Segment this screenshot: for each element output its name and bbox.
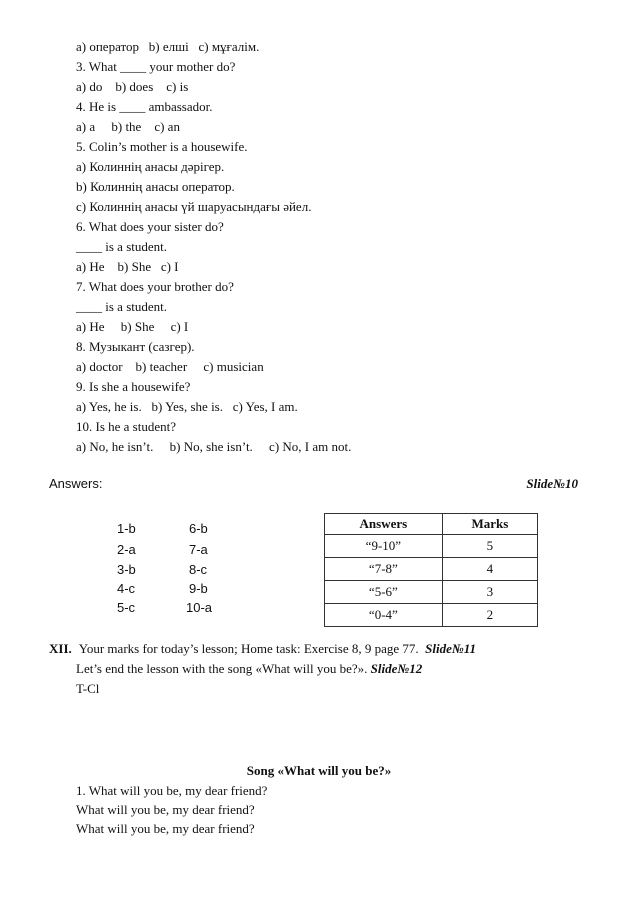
table-row (325, 581, 538, 604)
table-cell: “0-4” (325, 604, 443, 627)
song-line: 1. What will you be, my dear friend? (76, 783, 268, 798)
quiz-line: a) Колиннің анасы дәрігер. (76, 159, 225, 174)
answer-key-item: 2-a (117, 542, 136, 557)
answer-key-item: 3-b (117, 562, 136, 577)
quiz-line: 8. Музыкант (сазгер). (76, 339, 195, 354)
table-cell: “9-10” (325, 535, 443, 558)
answer-key-item: 4-c (117, 581, 136, 596)
song-line: What will you be, my dear friend? (76, 821, 255, 836)
table-cell: 4 (442, 558, 537, 581)
table-row (325, 604, 538, 627)
song-title: Song «What will you be?» (246, 763, 392, 778)
table-cell: “5-6” (325, 581, 443, 604)
column-header: Marks (442, 514, 537, 535)
quiz-line: 9. Is she a housewife? (76, 379, 191, 394)
answer-key-item: 10-a (186, 600, 213, 615)
song-line: What will you be, my dear friend? (76, 802, 255, 817)
answer-key-item: 5-c (117, 600, 136, 615)
quiz-line: a) a b) the c) an (76, 119, 180, 134)
section-line: T-Cl (76, 681, 100, 696)
section-numeral: XII. (49, 641, 72, 656)
slide-reference: Slide№10 (526, 476, 578, 491)
quiz-line: a) Yes, he is. b) Yes, she is. c) Yes, I am. (76, 399, 298, 414)
quiz-line: 10. Is he a student? (76, 419, 177, 434)
quiz-line: a) No, he isn’t. b) No, she isn’t. c) No, I am not. (76, 439, 352, 454)
quiz-line: 6. What does your sister do? (76, 219, 224, 234)
answer-key-item: 9-b (189, 581, 208, 596)
quiz-line: a) do b) does c) is (76, 79, 189, 94)
section-line (76, 661, 422, 677)
quiz-line: 3. What ____ your mother do? (76, 59, 236, 74)
answers-label: Answers: (49, 476, 103, 491)
quiz-line: ____ is a student. (76, 239, 167, 254)
quiz-line: c) Колиннің анасы үй шаруасындағы әйел. (76, 199, 312, 214)
quiz-line: 5. Colin’s mother is a housewife. (76, 139, 248, 154)
quiz-line: 4. He is ____ ambassador. (76, 99, 213, 114)
table-header-row (325, 514, 538, 535)
quiz-line: 7. What does your brother do? (76, 279, 234, 294)
table-cell: 2 (442, 604, 537, 627)
slide-reference: Slide№11 (425, 641, 477, 656)
marks-table (324, 513, 538, 627)
quiz-line: b) Колиннің анасы оператор. (76, 179, 235, 194)
table-cell: 3 (442, 581, 537, 604)
quiz-line: ____ is a student. (76, 299, 167, 314)
answer-key-item: 6-b (189, 521, 208, 536)
quiz-line: a) doctor b) teacher c) musician (76, 359, 264, 374)
column-header: Answers (325, 514, 443, 535)
quiz-line: a) оператор b) елші c) мұғалім. (76, 39, 260, 54)
answer-key-item: 7-a (189, 542, 208, 557)
answer-key-item: 8-c (189, 562, 208, 577)
table-cell: 5 (442, 535, 537, 558)
section-line (76, 641, 476, 657)
table-row (325, 558, 538, 581)
homework-text: Your marks for today’s lesson; Home task: Exercise 8, 9 page 77. (76, 641, 426, 656)
song-intro-text: Let’s end the lesson with the song «What will you be?». (76, 661, 371, 676)
slide-reference: Slide№12 (370, 661, 423, 676)
table-row (325, 535, 538, 558)
answer-key-item: 1-b (117, 521, 136, 536)
quiz-line: a) He b) She c) I (76, 259, 179, 274)
table-cell: “7-8” (325, 558, 443, 581)
quiz-line: a) He b) She c) I (76, 319, 189, 334)
